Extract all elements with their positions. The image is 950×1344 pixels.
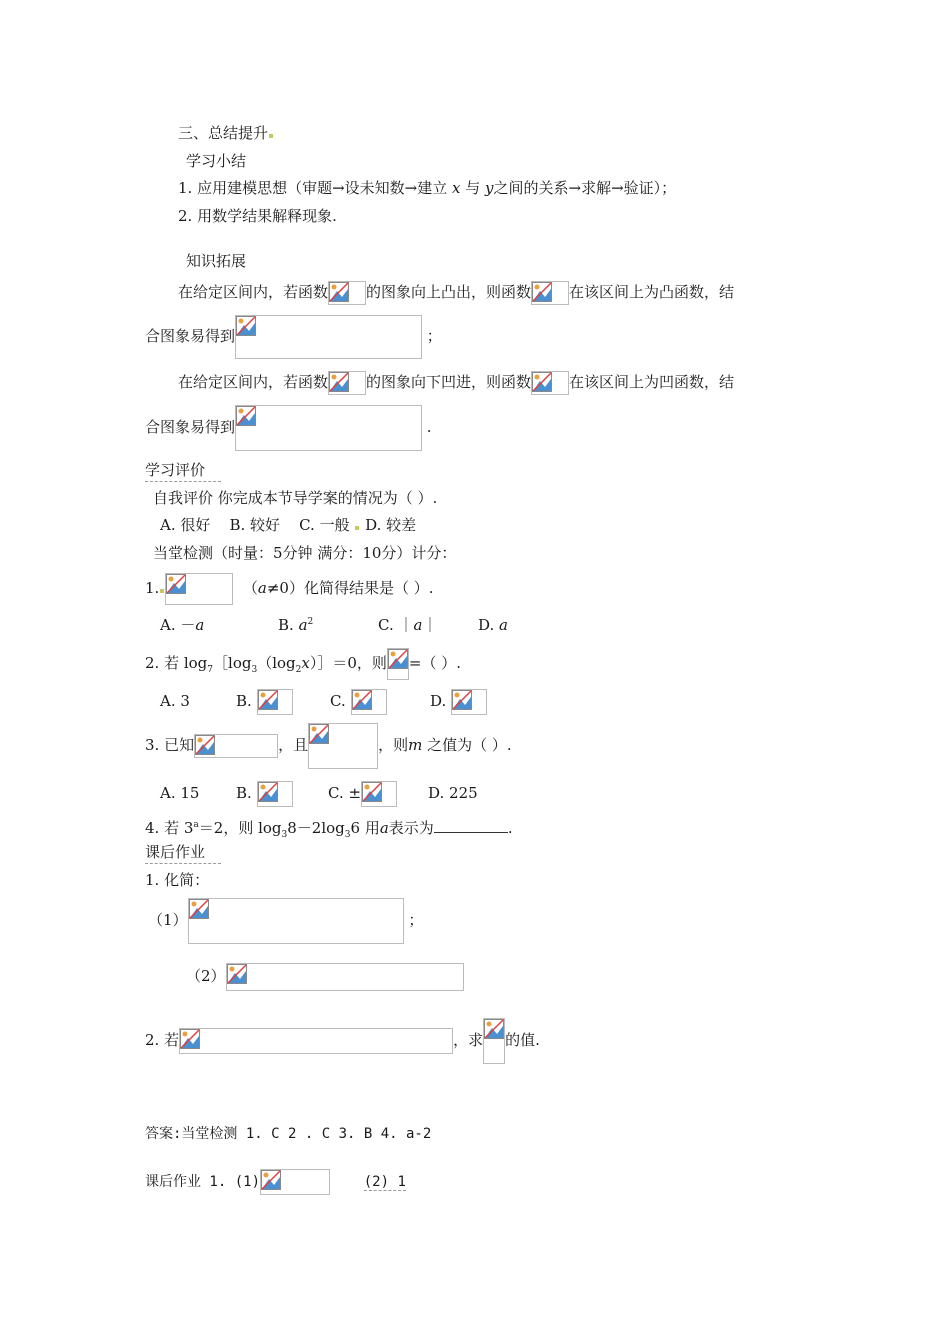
formula-image-icon [194,734,278,758]
formula-image-icon [483,1018,505,1064]
question-4: 4. 若 $3^a=2$，则 $\log_38-2\log_36$ 用a表示为 . [145,819,513,840]
question-2-options: A. 3 B. C. D. [160,688,487,715]
answer-blank[interactable] [434,818,508,833]
answers-line-1: 答案:当堂检测 1. C 2 . C 3. B 4. a-2 [145,1126,432,1142]
section-heading-evaluation: 学习评价 [145,459,221,482]
summary-item-1: 1. 应用建模思想（审题→设未知数→建立 x 与 y之间的关系→求解→验证）； [178,179,677,197]
formula-image-icon [165,573,233,605]
formula-image-icon [328,281,366,305]
formula-image-icon [531,371,569,395]
subheading-learning-summary: 学习小结 [186,152,247,170]
answers-line-2: 课后作业 1. (1) (2) 1 [145,1169,406,1195]
subheading-knowledge-extension: 知识拓展 [186,252,247,270]
question-1: 1. （a≠0）化简得结果是（ ）. [145,573,433,605]
formula-image-icon [179,1028,453,1054]
extension-2-line-2: 合图象易得到 . [145,405,432,451]
formula-image-icon [531,281,569,305]
homework-1-part-1: （1） ； [148,898,423,944]
formula-image-icon [257,689,293,715]
question-2: 2. 若 $\log_7[\log_3(\log_2x)]=0$，则 =（ ）. [145,648,461,683]
question-1-options: A. －a B. $a^2$ C. ｜a｜ D. a [160,616,508,634]
formula-image-icon [361,781,397,807]
formula-image-icon [235,405,422,451]
in-class-test-heading: 当堂检测（时量：5分钟 满分：10分）计分： [153,544,457,562]
self-evaluation-options: A. 很好 B. 较好 C. 一般 D. 较差 [160,516,417,534]
formula-image-icon [235,315,422,359]
self-evaluation-question: 自我评价 你完成本节导学案的情况为（ ）. [153,489,438,507]
formula-image-icon [308,723,378,769]
question-3: 3. 已知 ，且 ，则m 之值为（ ）. [145,723,512,769]
section-heading-homework: 课后作业 [145,841,221,864]
section-heading-summary: 三、总结提升 [178,122,274,144]
formula-image-icon [451,689,487,715]
summary-item-2: 2. 用数学结果解释现象. [178,207,337,225]
homework-1-heading: 1. 化简： [145,871,210,889]
formula-image-icon [257,781,293,807]
extension-1-line-1: 在给定区间内，若函数 的图象向上凸出，则函数 在该区间上为凸函数，结 [178,281,734,305]
extension-1-line-2: 合图象易得到 ； [145,315,442,359]
formula-image-icon [387,648,409,680]
formula-image-icon [188,898,404,944]
formula-image-icon [260,1169,330,1195]
formula-image-icon [328,371,366,395]
formula-image-icon [226,963,464,991]
homework-2: 2. 若 ，求 的值. [145,1018,540,1064]
formula-image-icon [351,689,387,715]
extension-2-line-1: 在给定区间内，若函数 的图象向下凹进，则函数 在该区间上为凹函数，结 [178,371,734,395]
question-3-options: A. 15 B. C. ± D. 225 [160,780,478,807]
homework-1-part-2: （2） [186,962,464,991]
